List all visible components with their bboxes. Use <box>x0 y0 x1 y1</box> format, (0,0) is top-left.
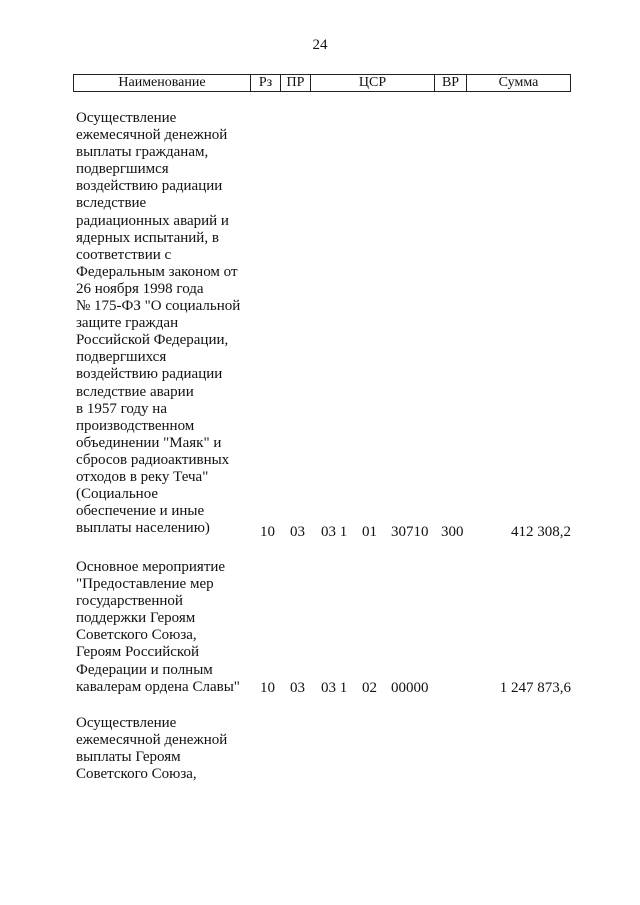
row-name-line: ежемесячной денежной <box>76 732 228 749</box>
row-rz: 10 <box>260 524 275 540</box>
row-name-line: (Социальное <box>76 486 159 503</box>
row-name-line: Советского Союза, <box>76 766 197 783</box>
row-name-line: ежемесячной денежной <box>76 127 228 144</box>
row-csr-program: 03 1 <box>321 680 348 696</box>
row-name-line: воздействию радиации <box>76 178 223 195</box>
row-name-line: Федерации и полным <box>76 661 213 678</box>
row-name-line: Основное мероприятие <box>76 559 226 575</box>
row-name-line: кавалерам ордена Славы" <box>76 678 240 695</box>
row-codes <box>76 680 576 697</box>
row-name-line: подвергшимся <box>76 161 169 178</box>
table-row <box>76 110 576 540</box>
row-name-line: отходов в реку Теча" <box>76 468 209 485</box>
header-rz: Рз <box>251 75 281 91</box>
row-name-line: "Предоставление мер <box>76 576 214 593</box>
row-csr-program: 03 1 <box>321 524 348 540</box>
header-pr: ПР <box>281 75 311 91</box>
row-vr: 300 <box>441 524 464 540</box>
row-name-line: выплаты Героям <box>76 749 181 766</box>
header-sum: Сумма <box>498 75 539 90</box>
header-vr: ВР <box>435 75 467 91</box>
row-csr-direction: 30710 <box>391 524 429 540</box>
row-name-line: объединении "Маяк" и <box>76 434 222 451</box>
row-name-line: производственном <box>76 417 195 434</box>
row-name-line: вследствие <box>76 195 147 212</box>
row-csr-event: 02 <box>362 680 377 696</box>
table-header <box>73 74 571 92</box>
row-name-line: № 175-ФЗ "О социальной <box>76 298 241 315</box>
row-name-line: подвергшихся <box>76 349 167 366</box>
row-name-line: соответствии с <box>76 246 172 263</box>
row-csr-direction: 00000 <box>391 680 429 696</box>
table-row <box>76 559 576 696</box>
header-csr: ЦСР <box>311 75 435 91</box>
row-name-line: в 1957 году на <box>76 400 167 417</box>
row-name-line: Осуществление <box>76 110 177 126</box>
row-name-line: Российской Федерации, <box>76 332 229 349</box>
row-name-line: поддержки Героям <box>76 610 196 627</box>
row-name-line: Героям Российской <box>76 644 199 661</box>
row-sum: 1 247 873,6 <box>499 680 571 696</box>
header-name: Наименование <box>74 75 251 91</box>
row-sum: 412 308,2 <box>511 524 571 540</box>
row-name-line: сбросов радиоактивных <box>76 451 230 468</box>
row-name-line: выплаты населению) <box>76 520 210 537</box>
row-name <box>76 110 252 537</box>
row-name-line: 26 ноября 1998 года <box>76 280 204 297</box>
row-name <box>76 715 252 783</box>
row-name-line: Осуществление <box>76 715 177 731</box>
row-name-line: вследствие аварии <box>76 383 194 400</box>
row-name-line: радиационных аварий и <box>76 212 229 229</box>
row-name <box>76 559 252 696</box>
row-name-line: выплаты гражданам, <box>76 144 209 161</box>
row-pr: 03 <box>290 524 305 540</box>
row-name-line: Федеральным законом от <box>76 263 238 280</box>
table-row <box>76 715 576 783</box>
row-pr: 03 <box>290 680 305 696</box>
row-name-line: обеспечение и иные <box>76 503 205 520</box>
page-number: 24 <box>312 37 328 53</box>
row-codes <box>76 524 576 541</box>
row-name-line: ядерных испытаний, в <box>76 229 219 246</box>
row-name-line: Советского Союза, <box>76 627 197 644</box>
row-name-line: защите граждан <box>76 315 179 332</box>
row-name-line: государственной <box>76 593 183 610</box>
row-name-line: воздействию радиации <box>76 366 223 383</box>
row-csr-event: 01 <box>362 524 377 540</box>
row-rz: 10 <box>260 680 275 696</box>
